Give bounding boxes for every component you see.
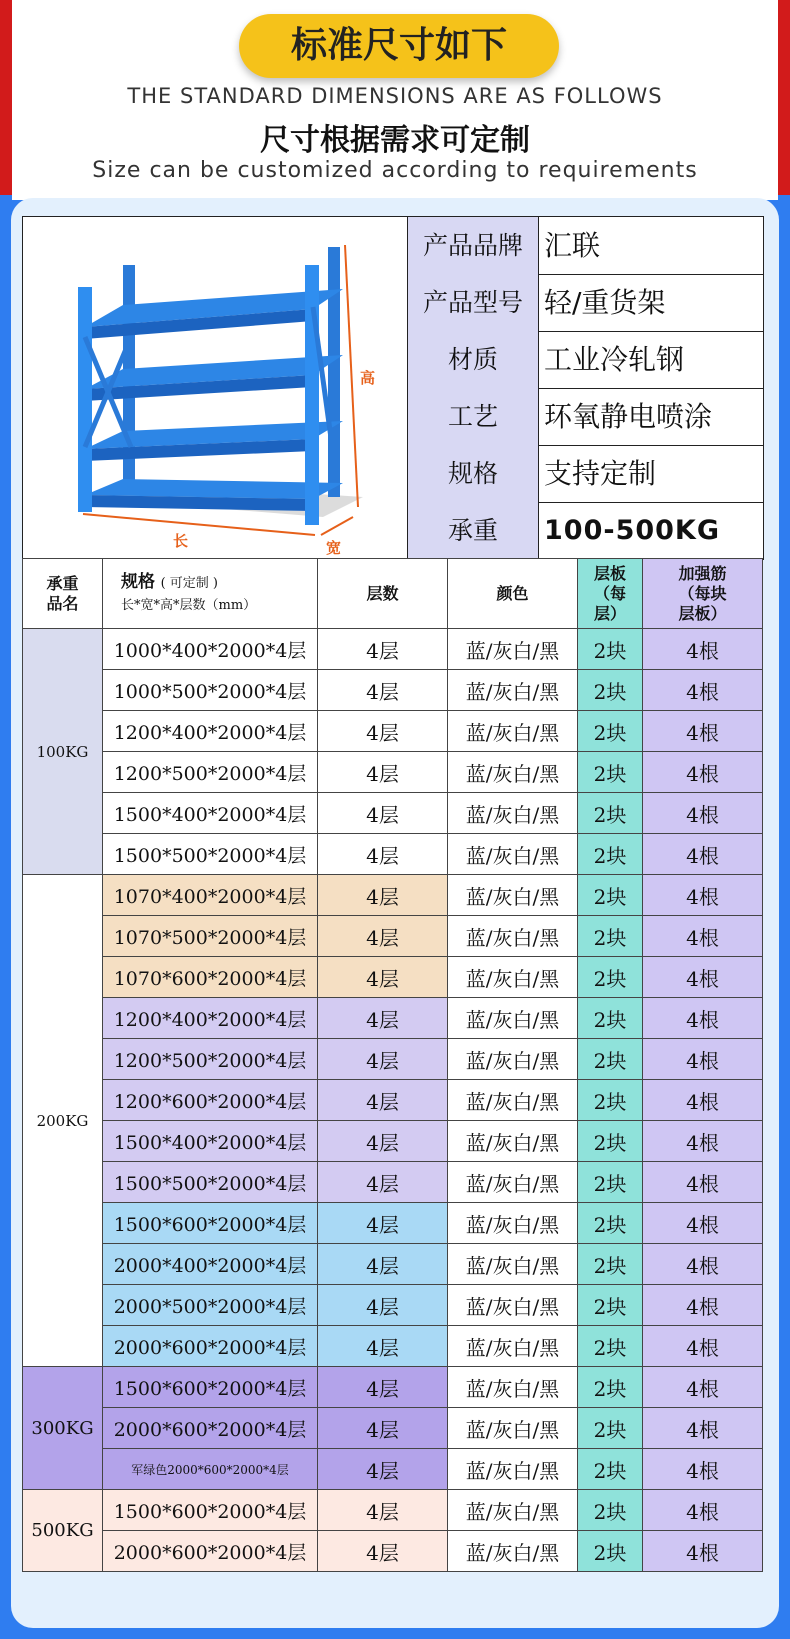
spec-cell: 1500*400*2000*4层: [103, 793, 318, 834]
boards-cell: 2块: [578, 1449, 643, 1490]
attr-key: 材质: [408, 331, 539, 388]
load-group-cell: 300KG: [23, 1367, 103, 1490]
load-group-cell: 500KG: [23, 1490, 103, 1572]
header-ribs: [643, 559, 763, 629]
product-info-box: [22, 216, 764, 560]
ribs-cell: 4根: [643, 670, 763, 711]
attr-key: 规格: [408, 445, 539, 502]
layers-cell: 4层: [318, 711, 448, 752]
color-cell: 蓝/灰白/黑: [448, 1080, 578, 1121]
spec-cell: 1500*500*2000*4层: [103, 1162, 318, 1203]
table-row: [23, 1039, 763, 1080]
layers-cell: 4层: [318, 875, 448, 916]
header-load: [23, 559, 103, 629]
boards-cell: 2块: [578, 1408, 643, 1449]
spec-cell: 1500*500*2000*4层: [103, 834, 318, 875]
ribs-cell: 4根: [643, 793, 763, 834]
header-layers: 层数: [318, 559, 448, 629]
table-row: [23, 1367, 763, 1408]
attr-key: 承重: [408, 502, 539, 559]
boards-cell: 2块: [578, 1244, 643, 1285]
product-attributes: [408, 217, 763, 559]
boards-cell: 2块: [578, 1531, 643, 1572]
color-cell: 蓝/灰白/黑: [448, 711, 578, 752]
ribs-cell: 4根: [643, 957, 763, 998]
spec-cell: 1200*400*2000*4层: [103, 711, 318, 752]
attr-value: 工业冷轧钢: [544, 343, 685, 376]
table-row: [23, 834, 763, 875]
color-cell: 蓝/灰白/黑: [448, 1162, 578, 1203]
color-cell: 蓝/灰白/黑: [448, 670, 578, 711]
layers-cell: 4层: [318, 1244, 448, 1285]
ribs-cell: 4根: [643, 1244, 763, 1285]
header-color: 颜色: [448, 559, 578, 629]
boards-cell: 2块: [578, 711, 643, 752]
length-label: 长: [173, 532, 189, 550]
spec-cell: 2000*600*2000*4层: [103, 1531, 318, 1572]
table-row: [23, 1285, 763, 1326]
ribs-cell: 4根: [643, 998, 763, 1039]
layers-cell: 4层: [318, 1039, 448, 1080]
layers-cell: 4层: [318, 1080, 448, 1121]
attr-row-spec: [408, 445, 763, 503]
table-row: [23, 793, 763, 834]
boards-cell: 2块: [578, 1121, 643, 1162]
color-cell: 蓝/灰白/黑: [448, 1285, 578, 1326]
ribs-cell: 4根: [643, 1162, 763, 1203]
spec-cell: 1000*400*2000*4层: [103, 629, 318, 670]
boards-cell: 2块: [578, 1080, 643, 1121]
boards-cell: 2块: [578, 1162, 643, 1203]
load-group-cell: 200KG: [23, 875, 103, 1367]
boards-cell: 2块: [578, 957, 643, 998]
attr-row-process: [408, 388, 763, 446]
ribs-cell: 4根: [643, 1285, 763, 1326]
table-row: [23, 957, 763, 998]
header-spec: [103, 559, 318, 629]
load-group-cell: 100KG: [23, 629, 103, 875]
layers-cell: 4层: [318, 752, 448, 793]
table-row: [23, 1080, 763, 1121]
subtitle-english: THE STANDARD DIMENSIONS ARE AS FOLLOWS: [127, 84, 663, 108]
boards-cell: 2块: [578, 834, 643, 875]
layers-cell: 4层: [318, 793, 448, 834]
attr-value: 100-500KG: [544, 515, 721, 546]
layers-cell: 4层: [318, 916, 448, 957]
header-spec-note: ( 可定制 ): [160, 575, 218, 591]
color-cell: 蓝/灰白/黑: [448, 1449, 578, 1490]
color-cell: 蓝/灰白/黑: [448, 1367, 578, 1408]
table-row: [23, 998, 763, 1039]
ribs-cell: 4根: [643, 1039, 763, 1080]
header-boards: [578, 559, 643, 629]
subtitle-english-custom: Size can be customized according to requirements: [92, 158, 698, 183]
ribs-cell: 4根: [643, 834, 763, 875]
color-cell: 蓝/灰白/黑: [448, 957, 578, 998]
ribs-cell: 4根: [643, 752, 763, 793]
layers-cell: 4层: [318, 998, 448, 1039]
layers-cell: 4层: [318, 1531, 448, 1572]
shelf-rack-icon: [23, 217, 407, 559]
spec-cell: 1500*600*2000*4层: [103, 1203, 318, 1244]
ribs-cell: 4根: [643, 1326, 763, 1367]
boards-cell: 2块: [578, 916, 643, 957]
boards-cell: 2块: [578, 752, 643, 793]
attr-row-load: [408, 502, 763, 559]
layers-cell: 4层: [318, 957, 448, 998]
color-cell: 蓝/灰白/黑: [448, 752, 578, 793]
boards-cell: 2块: [578, 1285, 643, 1326]
layers-cell: 4层: [318, 834, 448, 875]
ribs-cell: 4根: [643, 916, 763, 957]
spec-cell: 1500*400*2000*4层: [103, 1121, 318, 1162]
color-cell: 蓝/灰白/黑: [448, 1531, 578, 1572]
attr-value: 支持定制: [544, 457, 657, 490]
page-title: 标准尺寸如下: [239, 14, 559, 78]
table-row: [23, 1531, 763, 1572]
spec-cell: 1070*500*2000*4层: [103, 916, 318, 957]
header-load-text: 承重 品名: [46, 573, 79, 613]
attr-value: 环氧静电喷涂: [544, 400, 713, 433]
spec-cell: 1200*500*2000*4层: [103, 752, 318, 793]
spec-table: [22, 558, 763, 1572]
table-row: [23, 916, 763, 957]
product-image: [23, 217, 408, 559]
spec-cell: 1200*600*2000*4层: [103, 1080, 318, 1121]
color-cell: 蓝/灰白/黑: [448, 1121, 578, 1162]
attr-row-model: [408, 274, 763, 332]
attr-value: 轻/重货架: [544, 286, 666, 319]
layers-cell: 4层: [318, 1203, 448, 1244]
attr-row-brand: [408, 217, 763, 275]
color-cell: 蓝/灰白/黑: [448, 793, 578, 834]
ribs-cell: 4根: [643, 1203, 763, 1244]
layers-cell: 4层: [318, 1449, 448, 1490]
table-row: [23, 629, 763, 670]
layers-cell: 4层: [318, 1490, 448, 1531]
boards-cell: 2块: [578, 875, 643, 916]
boards-cell: 2块: [578, 998, 643, 1039]
spec-cell: 1200*400*2000*4层: [103, 998, 318, 1039]
spec-cell: 1200*500*2000*4层: [103, 1039, 318, 1080]
table-row: [23, 1449, 763, 1490]
boards-cell: 2块: [578, 1367, 643, 1408]
height-label: 高: [360, 369, 376, 387]
color-cell: 蓝/灰白/黑: [448, 998, 578, 1039]
attr-key: 产品型号: [408, 274, 539, 331]
table-row: [23, 875, 763, 916]
boards-cell: 2块: [578, 629, 643, 670]
table-row: [23, 1490, 763, 1531]
color-cell: 蓝/灰白/黑: [448, 1244, 578, 1285]
boards-cell: 2块: [578, 1490, 643, 1531]
attr-key: 工艺: [408, 388, 539, 445]
header-spec-sub: 长*宽*高*层数（mm）: [121, 597, 257, 613]
spec-cell: 2000*600*2000*4层: [103, 1408, 318, 1449]
layers-cell: 4层: [318, 1326, 448, 1367]
spec-cell: 2000*600*2000*4层: [103, 1326, 318, 1367]
color-cell: 蓝/灰白/黑: [448, 629, 578, 670]
subtitle-chinese: 尺寸根据需求可定制: [260, 123, 530, 158]
spec-cell: 1070*400*2000*4层: [103, 875, 318, 916]
table-row: [23, 711, 763, 752]
color-cell: 蓝/灰白/黑: [448, 1408, 578, 1449]
page-header: [12, 0, 778, 200]
attr-value: 汇联: [544, 229, 601, 262]
ribs-cell: 4根: [643, 1531, 763, 1572]
attr-key: 产品品牌: [408, 217, 539, 274]
header-ribs-text: 加强筋 （每块 层板）: [678, 563, 727, 623]
color-cell: 蓝/灰白/黑: [448, 1203, 578, 1244]
attr-row-material: [408, 331, 763, 389]
spec-cell: 1070*600*2000*4层: [103, 957, 318, 998]
layers-cell: 4层: [318, 1367, 448, 1408]
boards-cell: 2块: [578, 1039, 643, 1080]
ribs-cell: 4根: [643, 1121, 763, 1162]
layers-cell: 4层: [318, 1285, 448, 1326]
spec-cell: 军绿色2000*600*2000*4层: [103, 1449, 318, 1490]
ribs-cell: 4根: [643, 1367, 763, 1408]
color-cell: 蓝/灰白/黑: [448, 1039, 578, 1080]
ribs-cell: 4根: [643, 1490, 763, 1531]
ribs-cell: 4根: [643, 711, 763, 752]
layers-cell: 4层: [318, 629, 448, 670]
spec-cell: 1500*600*2000*4层: [103, 1490, 318, 1531]
table-row: [23, 1203, 763, 1244]
ribs-cell: 4根: [643, 629, 763, 670]
spec-cell: 1000*500*2000*4层: [103, 670, 318, 711]
boards-cell: 2块: [578, 670, 643, 711]
table-row: [23, 1121, 763, 1162]
color-cell: 蓝/灰白/黑: [448, 916, 578, 957]
ribs-cell: 4根: [643, 1080, 763, 1121]
layers-cell: 4层: [318, 1162, 448, 1203]
color-cell: 蓝/灰白/黑: [448, 875, 578, 916]
boards-cell: 2块: [578, 793, 643, 834]
header-spec-text: 规格: [121, 571, 155, 592]
ribs-cell: 4根: [643, 875, 763, 916]
color-cell: 蓝/灰白/黑: [448, 1326, 578, 1367]
header-boards-text: 层板 （每 层）: [593, 563, 626, 623]
boards-cell: 2块: [578, 1326, 643, 1367]
table-header-row: [23, 559, 763, 629]
table-row: [23, 1162, 763, 1203]
table-row: [23, 670, 763, 711]
spec-cell: 2000*500*2000*4层: [103, 1285, 318, 1326]
spec-cell: 1500*600*2000*4层: [103, 1367, 318, 1408]
ribs-cell: 4根: [643, 1408, 763, 1449]
layers-cell: 4层: [318, 670, 448, 711]
table-row: [23, 1408, 763, 1449]
table-row: [23, 1244, 763, 1285]
table-row: [23, 752, 763, 793]
color-cell: 蓝/灰白/黑: [448, 1490, 578, 1531]
layers-cell: 4层: [318, 1121, 448, 1162]
spec-cell: 2000*400*2000*4层: [103, 1244, 318, 1285]
layers-cell: 4层: [318, 1408, 448, 1449]
color-cell: 蓝/灰白/黑: [448, 834, 578, 875]
width-label: 宽: [326, 539, 342, 557]
ribs-cell: 4根: [643, 1449, 763, 1490]
boards-cell: 2块: [578, 1203, 643, 1244]
table-row: [23, 1326, 763, 1367]
